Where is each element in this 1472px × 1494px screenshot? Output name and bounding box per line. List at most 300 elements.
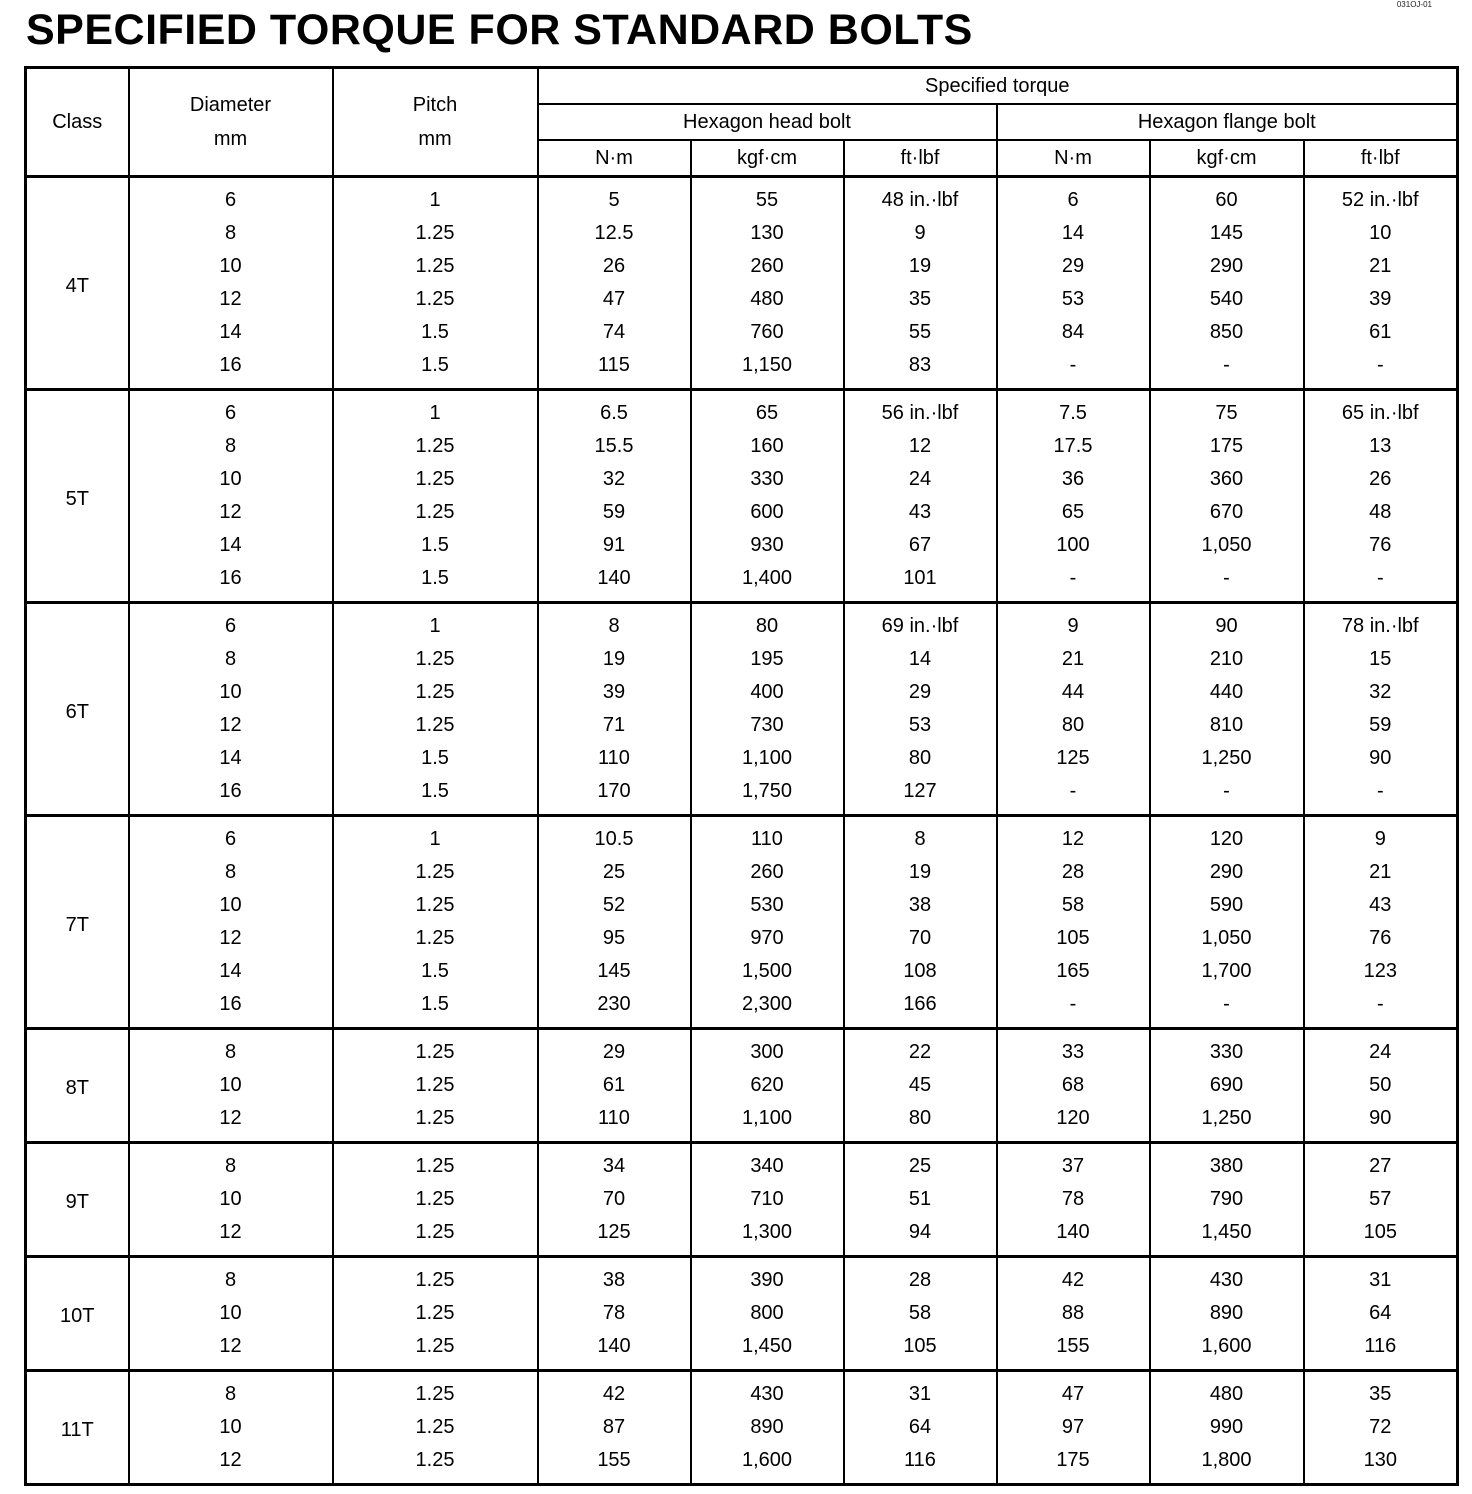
class-cell: 11T [26, 1371, 129, 1485]
cell-head-nm: 140 [538, 562, 691, 603]
cell-pitch: 1.25 [333, 1102, 538, 1143]
cell-flange-nm: - [997, 775, 1150, 816]
cell-flange-ftlbf: - [1304, 988, 1458, 1029]
cell-head-nm: 42 [538, 1371, 691, 1412]
cell-flange-nm: 125 [997, 742, 1150, 775]
cell-diameter: 14 [129, 742, 333, 775]
cell-flange-nm: 37 [997, 1143, 1150, 1184]
cell-head-ftlbf: 28 [844, 1257, 997, 1298]
cell-flange-nm: 80 [997, 709, 1150, 742]
cell-head-kgfcm: 1,500 [691, 955, 844, 988]
header-head-ftlbf: ft·lbf [844, 140, 997, 177]
cell-flange-ftlbf: 64 [1304, 1297, 1458, 1330]
cell-pitch: 1.25 [333, 1029, 538, 1070]
cell-flange-nm: 105 [997, 922, 1150, 955]
table-row [26, 1257, 1458, 1298]
cell-flange-kgfcm: 540 [1150, 283, 1304, 316]
table-row [26, 856, 1458, 889]
cell-flange-kgfcm: 1,250 [1150, 1102, 1304, 1143]
class-cell: 7T [26, 816, 129, 1029]
cell-head-ftlbf: 38 [844, 889, 997, 922]
cell-pitch: 1.25 [333, 1297, 538, 1330]
cell-diameter: 8 [129, 643, 333, 676]
cell-flange-nm: 100 [997, 529, 1150, 562]
cell-head-ftlbf: 80 [844, 1102, 997, 1143]
cell-flange-kgfcm: 670 [1150, 496, 1304, 529]
cell-head-kgfcm: 930 [691, 529, 844, 562]
cell-flange-nm: 47 [997, 1371, 1150, 1412]
cell-diameter: 10 [129, 676, 333, 709]
cell-diameter: 16 [129, 775, 333, 816]
cell-flange-kgfcm: 360 [1150, 463, 1304, 496]
cell-flange-nm: 6 [997, 177, 1150, 218]
cell-head-nm: 25 [538, 856, 691, 889]
cell-flange-kgfcm: 1,250 [1150, 742, 1304, 775]
cell-head-nm: 230 [538, 988, 691, 1029]
cell-pitch: 1.5 [333, 349, 538, 390]
cell-flange-nm: 88 [997, 1297, 1150, 1330]
cell-pitch: 1.25 [333, 283, 538, 316]
cell-diameter: 12 [129, 496, 333, 529]
cell-head-kgfcm: 65 [691, 390, 844, 431]
table-row [26, 1330, 1458, 1371]
table-row [26, 1411, 1458, 1444]
table-row [26, 562, 1458, 603]
cell-diameter: 14 [129, 316, 333, 349]
cell-flange-kgfcm: 175 [1150, 430, 1304, 463]
cell-head-ftlbf: 43 [844, 496, 997, 529]
cell-flange-ftlbf: 21 [1304, 250, 1458, 283]
cell-flange-ftlbf: 59 [1304, 709, 1458, 742]
cell-head-nm: 6.5 [538, 390, 691, 431]
cell-head-ftlbf: 70 [844, 922, 997, 955]
cell-flange-nm: 155 [997, 1330, 1150, 1371]
table-row [26, 463, 1458, 496]
cell-diameter: 16 [129, 988, 333, 1029]
cell-diameter: 12 [129, 709, 333, 742]
cell-head-ftlbf: 105 [844, 1330, 997, 1371]
cell-flange-ftlbf: 26 [1304, 463, 1458, 496]
table-row [26, 775, 1458, 816]
table-row [26, 988, 1458, 1029]
cell-flange-ftlbf: 35 [1304, 1371, 1458, 1412]
cell-flange-ftlbf: 105 [1304, 1216, 1458, 1257]
cell-flange-kgfcm: 440 [1150, 676, 1304, 709]
header-diameter-unit: mm [213, 128, 248, 150]
cell-pitch: 1.5 [333, 562, 538, 603]
page-title: SPECIFIED TORQUE FOR STANDARD BOLTS [26, 6, 973, 54]
cell-head-kgfcm: 890 [691, 1411, 844, 1444]
cell-head-nm: 74 [538, 316, 691, 349]
cell-flange-nm: 58 [997, 889, 1150, 922]
cell-head-kgfcm: 340 [691, 1143, 844, 1184]
cell-flange-nm: 12 [997, 816, 1150, 857]
cell-flange-nm: 42 [997, 1257, 1150, 1298]
cell-head-ftlbf: 24 [844, 463, 997, 496]
cell-flange-kgfcm: 145 [1150, 217, 1304, 250]
cell-head-kgfcm: 80 [691, 603, 844, 644]
cell-head-kgfcm: 110 [691, 816, 844, 857]
cell-flange-nm: 53 [997, 283, 1150, 316]
table-row [26, 177, 1458, 218]
cell-flange-ftlbf: 90 [1304, 742, 1458, 775]
cell-head-nm: 110 [538, 742, 691, 775]
cell-flange-kgfcm: 75 [1150, 390, 1304, 431]
table-row [26, 390, 1458, 431]
cell-diameter: 10 [129, 1183, 333, 1216]
cell-flange-kgfcm: 290 [1150, 250, 1304, 283]
cell-pitch: 1.25 [333, 856, 538, 889]
cell-flange-nm: 7.5 [997, 390, 1150, 431]
cell-diameter: 6 [129, 603, 333, 644]
cell-flange-nm: 68 [997, 1069, 1150, 1102]
cell-head-kgfcm: 600 [691, 496, 844, 529]
class-group [26, 1029, 1458, 1143]
table-row [26, 709, 1458, 742]
cell-diameter: 6 [129, 816, 333, 857]
header-class: Class [26, 68, 129, 177]
cell-flange-kgfcm: - [1150, 775, 1304, 816]
cell-flange-ftlbf: 15 [1304, 643, 1458, 676]
cell-flange-kgfcm: 330 [1150, 1029, 1304, 1070]
cell-pitch: 1.5 [333, 775, 538, 816]
cell-head-nm: 115 [538, 349, 691, 390]
cell-flange-nm: 78 [997, 1183, 1150, 1216]
table-row [26, 1216, 1458, 1257]
cell-flange-nm: 9 [997, 603, 1150, 644]
cell-head-kgfcm: 620 [691, 1069, 844, 1102]
cell-head-ftlbf: 101 [844, 562, 997, 603]
cell-flange-nm: - [997, 349, 1150, 390]
cell-flange-kgfcm: 1,800 [1150, 1444, 1304, 1485]
cell-pitch: 1.5 [333, 988, 538, 1029]
cell-head-ftlbf: 55 [844, 316, 997, 349]
cell-pitch: 1.25 [333, 1216, 538, 1257]
cell-head-kgfcm: 1,450 [691, 1330, 844, 1371]
class-group [26, 1257, 1458, 1371]
cell-flange-nm: 65 [997, 496, 1150, 529]
cell-head-kgfcm: 1,300 [691, 1216, 844, 1257]
cell-flange-ftlbf: 76 [1304, 529, 1458, 562]
table-row [26, 529, 1458, 562]
cell-head-nm: 26 [538, 250, 691, 283]
cell-head-kgfcm: 1,600 [691, 1444, 844, 1485]
header-flange-kgfcm: kgf·cm [1150, 140, 1304, 177]
cell-head-nm: 10.5 [538, 816, 691, 857]
cell-head-nm: 70 [538, 1183, 691, 1216]
cell-head-kgfcm: 760 [691, 316, 844, 349]
cell-head-kgfcm: 195 [691, 643, 844, 676]
cell-flange-ftlbf: - [1304, 775, 1458, 816]
header-diameter-label: Diameter [189, 94, 272, 116]
cell-head-nm: 19 [538, 643, 691, 676]
cell-diameter: 16 [129, 562, 333, 603]
cell-head-kgfcm: 970 [691, 922, 844, 955]
cell-flange-kgfcm: - [1150, 562, 1304, 603]
cell-pitch: 1.25 [333, 1069, 538, 1102]
cell-pitch: 1.25 [333, 643, 538, 676]
table-header [26, 68, 1458, 177]
cell-pitch: 1.25 [333, 250, 538, 283]
header-pitch-label: Pitch [412, 94, 458, 116]
cell-pitch: 1.5 [333, 529, 538, 562]
class-cell: 6T [26, 603, 129, 816]
cell-flange-ftlbf: 76 [1304, 922, 1458, 955]
cell-flange-nm: 84 [997, 316, 1150, 349]
cell-head-ftlbf: 127 [844, 775, 997, 816]
cell-head-ftlbf: 69 in.·lbf [844, 603, 997, 644]
table-row [26, 250, 1458, 283]
cell-flange-kgfcm: 120 [1150, 816, 1304, 857]
cell-flange-kgfcm: 1,050 [1150, 529, 1304, 562]
cell-head-nm: 140 [538, 1330, 691, 1371]
cell-diameter: 12 [129, 1444, 333, 1485]
cell-flange-kgfcm: 990 [1150, 1411, 1304, 1444]
cell-diameter: 10 [129, 1297, 333, 1330]
cell-flange-ftlbf: 10 [1304, 217, 1458, 250]
cell-diameter: 6 [129, 177, 333, 218]
cell-diameter: 6 [129, 390, 333, 431]
cell-head-ftlbf: 14 [844, 643, 997, 676]
cell-head-kgfcm: 2,300 [691, 988, 844, 1029]
cell-head-nm: 47 [538, 283, 691, 316]
cell-flange-ftlbf: 9 [1304, 816, 1458, 857]
cell-flange-kgfcm: - [1150, 988, 1304, 1029]
table-row [26, 1069, 1458, 1102]
cell-flange-ftlbf: 130 [1304, 1444, 1458, 1485]
cell-flange-ftlbf: 52 in.·lbf [1304, 177, 1458, 218]
header-flange-nm: N·m [997, 140, 1150, 177]
cell-flange-kgfcm: 1,450 [1150, 1216, 1304, 1257]
cell-head-kgfcm: 55 [691, 177, 844, 218]
cell-diameter: 8 [129, 217, 333, 250]
cell-head-kgfcm: 1,750 [691, 775, 844, 816]
cell-head-nm: 87 [538, 1411, 691, 1444]
cell-head-kgfcm: 160 [691, 430, 844, 463]
table-row [26, 1143, 1458, 1184]
cell-head-ftlbf: 12 [844, 430, 997, 463]
cell-pitch: 1.25 [333, 676, 538, 709]
header-diameter [129, 68, 333, 177]
cell-pitch: 1 [333, 816, 538, 857]
cell-head-nm: 145 [538, 955, 691, 988]
cell-pitch: 1 [333, 177, 538, 218]
cell-flange-ftlbf: 116 [1304, 1330, 1458, 1371]
cell-flange-kgfcm: 790 [1150, 1183, 1304, 1216]
cell-head-nm: 38 [538, 1257, 691, 1298]
cell-flange-kgfcm: 810 [1150, 709, 1304, 742]
cell-diameter: 10 [129, 1411, 333, 1444]
header-head-kgfcm: kgf·cm [691, 140, 844, 177]
cell-head-kgfcm: 1,100 [691, 742, 844, 775]
cell-head-ftlbf: 35 [844, 283, 997, 316]
table-row [26, 217, 1458, 250]
cell-head-kgfcm: 430 [691, 1371, 844, 1412]
cell-pitch: 1.25 [333, 1411, 538, 1444]
table-row [26, 676, 1458, 709]
cell-head-ftlbf: 108 [844, 955, 997, 988]
cell-flange-ftlbf: 21 [1304, 856, 1458, 889]
cell-diameter: 10 [129, 463, 333, 496]
cell-head-ftlbf: 166 [844, 988, 997, 1029]
cell-pitch: 1.25 [333, 1257, 538, 1298]
cell-flange-ftlbf: 39 [1304, 283, 1458, 316]
cell-diameter: 16 [129, 349, 333, 390]
table-row [26, 816, 1458, 857]
cell-flange-nm: - [997, 988, 1150, 1029]
cell-flange-ftlbf: 90 [1304, 1102, 1458, 1143]
cell-flange-nm: 14 [997, 217, 1150, 250]
cell-diameter: 8 [129, 1029, 333, 1070]
cell-flange-ftlbf: - [1304, 562, 1458, 603]
cell-flange-kgfcm: 430 [1150, 1257, 1304, 1298]
cell-flange-ftlbf: - [1304, 349, 1458, 390]
table-row [26, 1029, 1458, 1070]
cell-head-nm: 15.5 [538, 430, 691, 463]
cell-pitch: 1.25 [333, 1143, 538, 1184]
cell-head-ftlbf: 58 [844, 1297, 997, 1330]
header-specified-torque: Specified torque [538, 68, 1458, 105]
cell-head-nm: 5 [538, 177, 691, 218]
cell-head-ftlbf: 64 [844, 1411, 997, 1444]
cell-flange-kgfcm: 1,600 [1150, 1330, 1304, 1371]
cell-flange-ftlbf: 123 [1304, 955, 1458, 988]
cell-flange-kgfcm: 1,050 [1150, 922, 1304, 955]
cell-diameter: 12 [129, 1216, 333, 1257]
cell-flange-kgfcm: 1,700 [1150, 955, 1304, 988]
cell-pitch: 1.5 [333, 316, 538, 349]
cell-diameter: 8 [129, 430, 333, 463]
cell-head-ftlbf: 80 [844, 742, 997, 775]
cell-head-nm: 170 [538, 775, 691, 816]
cell-head-nm: 29 [538, 1029, 691, 1070]
cell-diameter: 14 [129, 955, 333, 988]
cell-pitch: 1 [333, 603, 538, 644]
cell-flange-kgfcm: 850 [1150, 316, 1304, 349]
cell-flange-kgfcm: 90 [1150, 603, 1304, 644]
cell-pitch: 1.25 [333, 709, 538, 742]
table-row [26, 283, 1458, 316]
cell-head-ftlbf: 53 [844, 709, 997, 742]
table-row [26, 643, 1458, 676]
cell-head-nm: 52 [538, 889, 691, 922]
cell-head-kgfcm: 260 [691, 856, 844, 889]
table-row [26, 742, 1458, 775]
cell-flange-ftlbf: 72 [1304, 1411, 1458, 1444]
header-head-nm: N·m [538, 140, 691, 177]
cell-pitch: 1.25 [333, 217, 538, 250]
cell-diameter: 8 [129, 856, 333, 889]
table-row [26, 430, 1458, 463]
cell-head-nm: 12.5 [538, 217, 691, 250]
cell-head-nm: 78 [538, 1297, 691, 1330]
cell-flange-kgfcm: 480 [1150, 1371, 1304, 1412]
cell-head-ftlbf: 56 in.·lbf [844, 390, 997, 431]
cell-head-nm: 95 [538, 922, 691, 955]
class-cell: 4T [26, 177, 129, 390]
cell-head-ftlbf: 67 [844, 529, 997, 562]
cell-flange-kgfcm: 210 [1150, 643, 1304, 676]
cell-head-ftlbf: 9 [844, 217, 997, 250]
class-cell: 5T [26, 390, 129, 603]
class-group [26, 1371, 1458, 1485]
cell-head-ftlbf: 19 [844, 856, 997, 889]
cell-flange-nm: 33 [997, 1029, 1150, 1070]
cell-pitch: 1.25 [333, 1371, 538, 1412]
cell-head-ftlbf: 19 [844, 250, 997, 283]
table-row [26, 496, 1458, 529]
cell-pitch: 1.25 [333, 889, 538, 922]
cell-head-nm: 39 [538, 676, 691, 709]
cell-head-kgfcm: 730 [691, 709, 844, 742]
header-pitch-unit: mm [418, 128, 452, 150]
class-group [26, 603, 1458, 816]
cell-flange-ftlbf: 57 [1304, 1183, 1458, 1216]
cell-diameter: 8 [129, 1143, 333, 1184]
cell-diameter: 10 [129, 250, 333, 283]
cell-flange-nm: 120 [997, 1102, 1150, 1143]
cell-head-ftlbf: 29 [844, 676, 997, 709]
table-row [26, 1444, 1458, 1485]
cell-head-nm: 61 [538, 1069, 691, 1102]
class-group [26, 1143, 1458, 1257]
document-code: 031OJ-01 [1396, 0, 1432, 9]
class-cell: 10T [26, 1257, 129, 1371]
cell-pitch: 1.5 [333, 742, 538, 775]
cell-head-kgfcm: 300 [691, 1029, 844, 1070]
cell-flange-kgfcm: 380 [1150, 1143, 1304, 1184]
cell-head-nm: 110 [538, 1102, 691, 1143]
cell-pitch: 1.25 [333, 430, 538, 463]
class-group [26, 390, 1458, 603]
cell-head-kgfcm: 1,150 [691, 349, 844, 390]
cell-head-ftlbf: 25 [844, 1143, 997, 1184]
cell-diameter: 12 [129, 922, 333, 955]
cell-flange-ftlbf: 61 [1304, 316, 1458, 349]
cell-flange-ftlbf: 50 [1304, 1069, 1458, 1102]
cell-diameter: 10 [129, 889, 333, 922]
cell-pitch: 1 [333, 390, 538, 431]
cell-flange-ftlbf: 48 [1304, 496, 1458, 529]
cell-flange-nm: 36 [997, 463, 1150, 496]
cell-head-ftlbf: 45 [844, 1069, 997, 1102]
header-flange-ftlbf: ft·lbf [1304, 140, 1458, 177]
cell-flange-ftlbf: 27 [1304, 1143, 1458, 1184]
cell-pitch: 1.25 [333, 1330, 538, 1371]
cell-flange-kgfcm: 690 [1150, 1069, 1304, 1102]
cell-flange-nm: 165 [997, 955, 1150, 988]
cell-diameter: 12 [129, 1102, 333, 1143]
cell-flange-nm: 17.5 [997, 430, 1150, 463]
cell-flange-ftlbf: 32 [1304, 676, 1458, 709]
cell-head-ftlbf: 94 [844, 1216, 997, 1257]
cell-flange-nm: 175 [997, 1444, 1150, 1485]
cell-flange-kgfcm: 60 [1150, 177, 1304, 218]
cell-head-kgfcm: 400 [691, 676, 844, 709]
cell-diameter: 12 [129, 1330, 333, 1371]
cell-flange-nm: 44 [997, 676, 1150, 709]
table-row [26, 1183, 1458, 1216]
class-cell: 8T [26, 1029, 129, 1143]
header-hex-flange-bolt: Hexagon flange bolt [997, 104, 1458, 140]
cell-head-kgfcm: 130 [691, 217, 844, 250]
header-hex-head-bolt: Hexagon head bolt [538, 104, 997, 140]
cell-head-kgfcm: 330 [691, 463, 844, 496]
cell-flange-ftlbf: 13 [1304, 430, 1458, 463]
cell-head-ftlbf: 22 [844, 1029, 997, 1070]
cell-head-ftlbf: 116 [844, 1444, 997, 1485]
class-cell: 9T [26, 1143, 129, 1257]
